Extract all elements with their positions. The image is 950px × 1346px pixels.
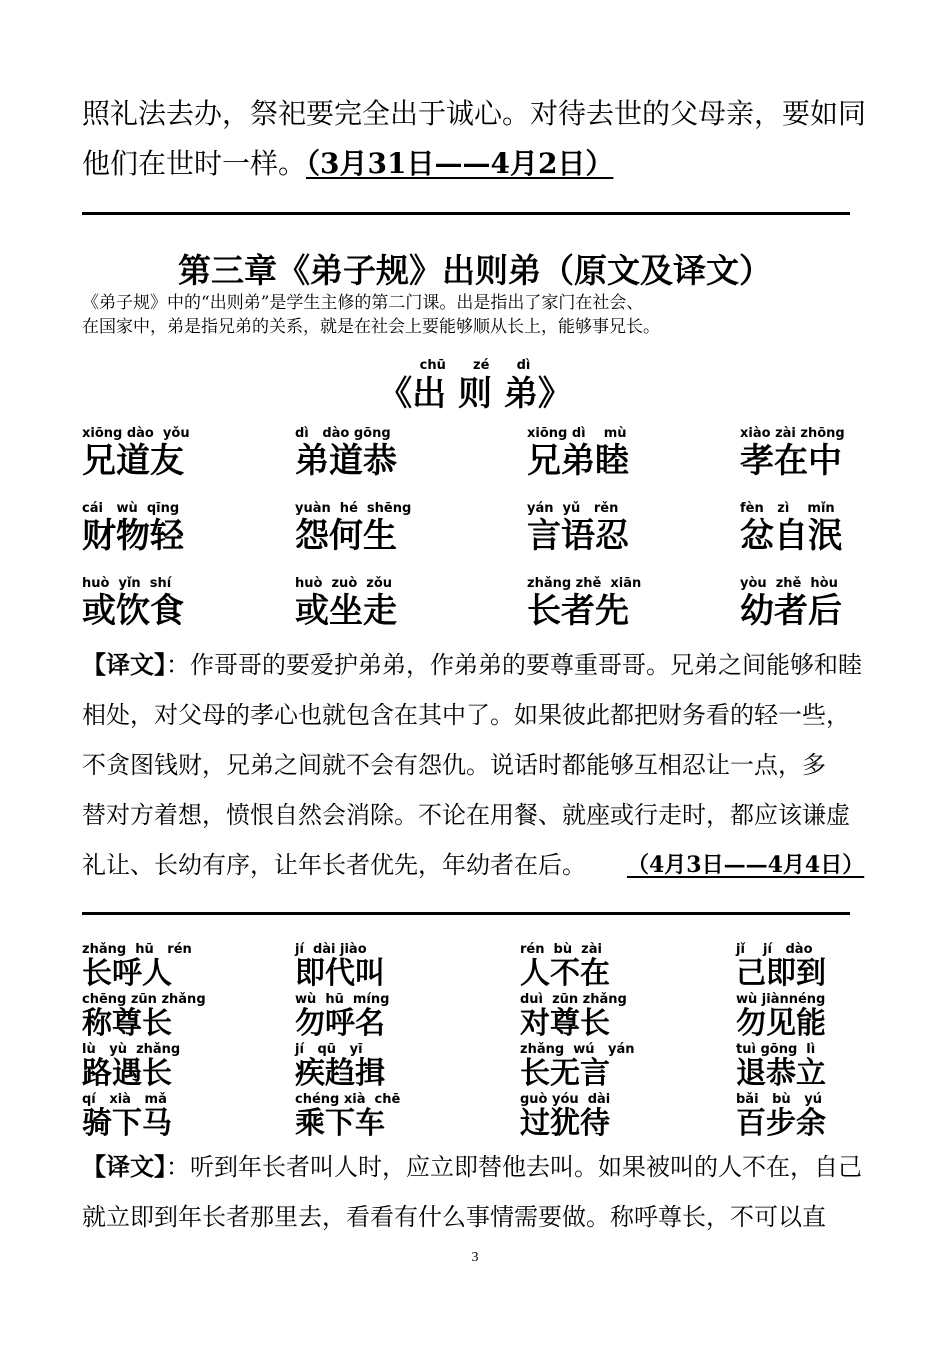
verse-pinyin: guò yóu dài	[520, 1092, 611, 1107]
verse-cell	[740, 576, 842, 630]
verse-cell	[736, 942, 826, 990]
verse-cell	[82, 501, 184, 555]
verse-text: 兄道友	[82, 441, 184, 481]
verse-cell	[527, 426, 629, 480]
translation-text: 替对方着想，愤恨自然会消除。不论在用餐、就座或行走时，都应该谦虚	[82, 801, 850, 829]
verse-text: 或坐走	[295, 591, 397, 631]
verse-cell	[295, 501, 411, 555]
translation-text: 不贪图钱财，兄弟之间就不会有怨仇。说话时都能够互相忍让一点，多	[82, 751, 826, 779]
verse-cell	[740, 501, 842, 555]
translation-label: 【译文】	[82, 1152, 166, 1181]
verse-pinyin: duì zūn zhǎng	[520, 992, 627, 1007]
verse-cell	[527, 501, 629, 555]
verse-cell	[295, 1042, 385, 1090]
verse-pinyin: qí xià mǎ	[82, 1092, 167, 1107]
verse-pinyin: bǎi bù yú	[736, 1092, 822, 1107]
verse-text: 怨何生	[295, 516, 397, 556]
translation-text: 礼让、长幼有序，让年长者优先，年幼者在后。	[82, 851, 586, 879]
section-heading: 《出 则 弟》	[378, 374, 572, 414]
translation-line	[82, 740, 882, 790]
verse-pinyin: xiōng dì mù	[527, 426, 627, 441]
verse-pinyin: rén bù zài	[520, 942, 602, 957]
verse-text: 骑下马	[82, 1106, 172, 1141]
divider-rule	[82, 912, 850, 915]
chapter-intro: 《弟子规》中的“出则弟”是学生主修的第二门课。出是指出了家门在社会、	[82, 293, 644, 313]
translation-text: ：作哥哥的要爱护弟弟，作弟弟的要尊重哥哥。兄弟之间能够和睦	[166, 651, 862, 679]
verse-pinyin: jí qū yī	[295, 1042, 363, 1057]
text-line: 照礼法去办，祭祀要完全出于诚心。对待去世的父母亲，要如同	[82, 97, 867, 130]
verse-pinyin: zhǎng hū rén	[82, 942, 192, 957]
verse-cell	[295, 426, 397, 480]
verse-cell	[527, 576, 641, 630]
verse-text: 兄弟睦	[527, 441, 629, 481]
verse-cell	[82, 426, 190, 480]
section-heading-pinyin: chū zé dì	[419, 358, 531, 373]
verse-pinyin: dì dào gōng	[295, 426, 391, 441]
verse-pinyin: xiōng dào yǒu	[82, 426, 190, 441]
verse-text: 长者先	[527, 591, 629, 631]
verse-text: 称尊长	[82, 1006, 172, 1041]
translation-line	[82, 1192, 882, 1242]
verse-text: 幼者后	[740, 591, 842, 631]
divider-rule	[82, 212, 850, 215]
verse-pinyin: xiào zài zhōng	[740, 426, 845, 441]
verse-text: 疾趋揖	[295, 1056, 385, 1091]
translation-line	[82, 690, 882, 740]
verse-text: 乘下车	[295, 1106, 385, 1141]
verse-text: 百步余	[736, 1106, 826, 1141]
verse-pinyin: chéng xià chē	[295, 1092, 401, 1107]
text-segment: 他们在世时一样。	[82, 147, 307, 180]
verse-pinyin: huò yǐn shí	[82, 576, 172, 591]
verse-cell	[740, 426, 845, 480]
verse-text: 财物轻	[82, 516, 184, 556]
verse-cell	[520, 1092, 610, 1140]
verse-cell	[82, 992, 206, 1040]
verse-text: 路遇长	[82, 1056, 172, 1091]
date-range: （3月31日——4月2日）	[306, 147, 614, 180]
verse-text: 人不在	[520, 956, 610, 991]
verse-text: 长无言	[520, 1056, 610, 1091]
verse-cell	[520, 1042, 635, 1090]
verse-pinyin: jǐ jí dào	[736, 942, 813, 957]
verse-cell	[295, 1092, 400, 1140]
verse-text: 弟道恭	[295, 441, 397, 481]
verse-cell	[736, 992, 826, 1040]
verse-pinyin: zhǎng zhě xiān	[527, 576, 642, 591]
translation-line	[82, 790, 882, 840]
verse-cell	[82, 576, 184, 630]
verse-text: 过犹待	[520, 1106, 610, 1141]
verse-pinyin: cái wù qīng	[82, 501, 180, 516]
verse-cell	[520, 992, 627, 1040]
verse-text: 退恭立	[736, 1056, 826, 1091]
verse-text: 长呼人	[82, 956, 172, 991]
verse-text: 即代叫	[295, 956, 385, 991]
verse-text: 言语忍	[527, 516, 629, 556]
translation-text: ：听到年长者叫人时，应立即替他去叫。如果被叫的人不在，自己	[166, 1153, 862, 1181]
verse-cell	[295, 576, 397, 630]
translation-line	[82, 1142, 882, 1192]
verse-text: 对尊长	[520, 1006, 610, 1041]
verse-pinyin: chēng zūn zhǎng	[82, 992, 206, 1007]
verse-pinyin: jí dài jiào	[295, 942, 367, 957]
verse-cell	[82, 1092, 172, 1140]
verse-pinyin: lù yù zhǎng	[82, 1042, 181, 1057]
verse-pinyin: wù hū míng	[295, 992, 390, 1007]
verse-pinyin: fèn zì mǐn	[740, 501, 835, 516]
verse-pinyin: huò zuò zǒu	[295, 576, 393, 591]
verse-text: 己即到	[736, 956, 826, 991]
translation-line	[82, 640, 882, 690]
translation-text: 就立即到年长者那里去，看看有什么事情需要做。称呼尊长，不可以直	[82, 1203, 826, 1231]
translation-line	[82, 840, 882, 890]
chapter-intro: 在国家中，弟是指兄弟的关系，就是在社会上要能够顺从长上，能够事兄长。	[82, 317, 660, 337]
translation-text: 相处，对父母的孝心也就包含在其中了。如果彼此都把财务看的轻一些，	[82, 701, 850, 729]
translation-label: 【译文】	[82, 650, 166, 679]
verse-cell	[736, 1042, 826, 1090]
verse-text: 忿自泯	[740, 516, 842, 556]
verse-pinyin: yán yǔ rěn	[527, 501, 619, 516]
verse-cell	[520, 942, 610, 990]
verse-pinyin: yuàn hé shēng	[295, 501, 412, 516]
verse-text: 或饮食	[82, 591, 184, 631]
verse-pinyin: yòu zhě hòu	[740, 576, 838, 591]
verse-cell	[736, 1092, 826, 1140]
date-range: （4月3日——4月4日）	[627, 852, 865, 878]
verse-text: 勿见能	[736, 1006, 826, 1041]
verse-pinyin: tuì gōng lì	[736, 1042, 816, 1057]
verse-text: 勿呼名	[295, 1006, 385, 1041]
verse-cell	[82, 942, 192, 990]
chapter-title: 第三章《弟子规》出则弟（原文及译文）	[178, 251, 772, 290]
verse-pinyin: zhǎng wú yán	[520, 1042, 635, 1057]
text-line	[82, 148, 872, 180]
verse-cell	[295, 942, 385, 990]
page-number: 3	[471, 1250, 479, 1265]
verse-cell	[295, 992, 389, 1040]
verse-cell	[82, 1042, 180, 1090]
verse-text: 孝在中	[740, 441, 842, 481]
verse-pinyin: wù jiànnéng	[736, 992, 826, 1007]
